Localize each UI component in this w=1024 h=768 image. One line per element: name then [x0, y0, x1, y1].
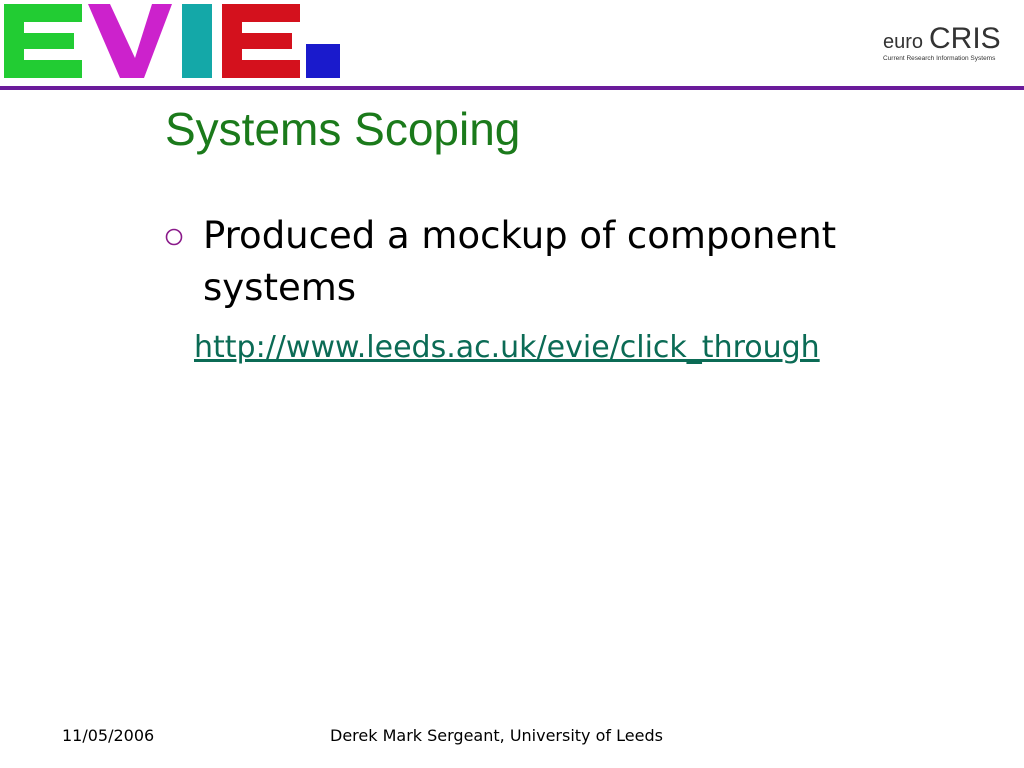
hollow-circle-bullet-icon — [165, 228, 183, 246]
eurocris-logo — [881, 18, 1016, 68]
slide-title: Systems Scoping — [165, 103, 521, 155]
svg-text:CRIS: CRIS — [929, 22, 1001, 55]
footer-author: Derek Mark Sergeant, University of Leeds — [330, 726, 663, 745]
bullet-text: Produced a mockup of component systems — [203, 214, 837, 309]
svg-text:euro: euro — [883, 31, 924, 53]
evie-logo-letter-e2 — [222, 4, 300, 78]
evie-logo-letter-v — [88, 4, 172, 78]
evie-logo-letter-i — [182, 4, 212, 78]
evie-logo — [0, 0, 345, 84]
footer-date: 11/05/2006 — [62, 726, 155, 745]
header-divider — [0, 86, 1024, 90]
svg-text:Current Research Information S: Current Research Information Systems — [883, 55, 996, 62]
evie-logo-dot — [306, 44, 340, 78]
evie-logo-letter-e — [4, 4, 82, 78]
click-through-link[interactable]: http://www.leeds.ac.uk/evie/click_through — [194, 330, 820, 365]
